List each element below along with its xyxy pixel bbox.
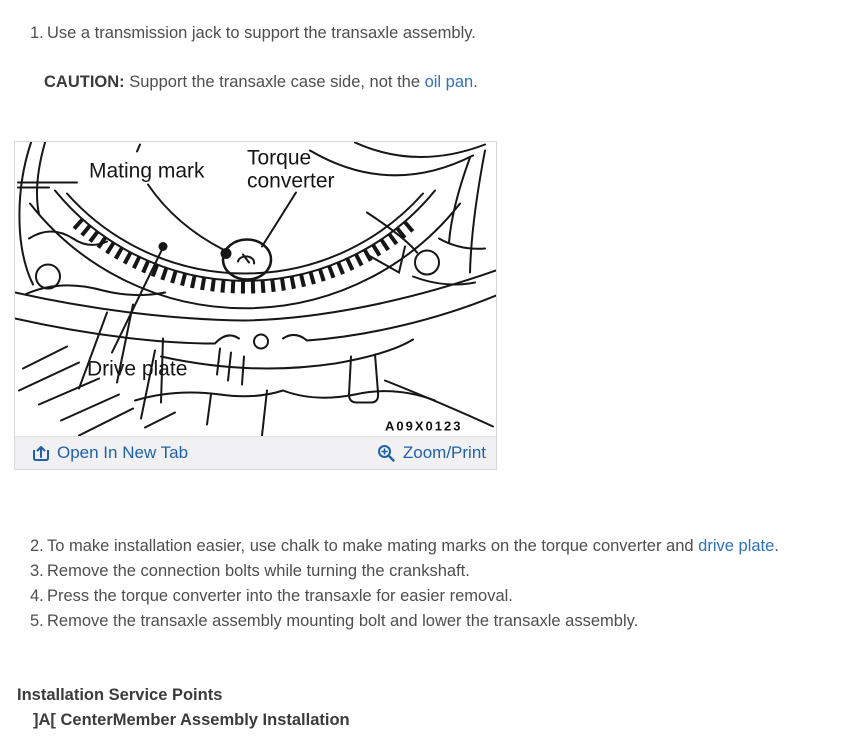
label-torque-converter-line2: converter bbox=[247, 169, 335, 193]
label-mating-mark: Mating mark bbox=[89, 159, 205, 183]
step-number: 5. bbox=[30, 612, 44, 630]
caution-note bbox=[44, 70, 478, 95]
zoom-print-button[interactable] bbox=[377, 443, 486, 463]
step-number: 3. bbox=[30, 562, 44, 580]
figure-toolbar bbox=[15, 436, 496, 469]
caution-text-end: . bbox=[473, 73, 478, 91]
step-4 bbox=[30, 584, 779, 609]
figure-code: A09X0123 bbox=[385, 418, 463, 434]
open-in-new-tab-label: Open In New Tab bbox=[57, 443, 189, 462]
drive-plate-link[interactable]: drive plate bbox=[698, 537, 775, 555]
caution-text: Support the transaxle case side, not the bbox=[124, 73, 425, 91]
open-in-new-tab-icon bbox=[32, 444, 50, 462]
steps-list bbox=[30, 534, 779, 634]
step-2 bbox=[30, 534, 779, 559]
step-text: Remove the connection bolts while turning the crankshaft. bbox=[47, 562, 470, 580]
step-text-end: . bbox=[774, 537, 779, 555]
step-text: Remove the transaxle assembly mounting bolt and lower the transaxle assembly. bbox=[47, 612, 639, 630]
step-5 bbox=[30, 609, 779, 634]
step-number: 4. bbox=[30, 587, 44, 605]
label-drive-plate: Drive plate bbox=[87, 357, 188, 381]
zoom-print-icon bbox=[377, 444, 396, 463]
step-text: To make installation easier, use chalk to make mating marks on the torque converter and bbox=[47, 537, 699, 555]
open-in-new-tab-button[interactable] bbox=[32, 443, 188, 463]
step-text: Use a transmission jack to support the transaxle assembly. bbox=[47, 24, 476, 42]
oil-pan-link[interactable]: oil pan bbox=[424, 73, 474, 91]
step-3 bbox=[30, 559, 779, 584]
figure-panel bbox=[14, 141, 497, 470]
zoom-print-label: Zoom/Print bbox=[402, 443, 486, 462]
subsection-heading: ]A[ CenterMember Assembly Installation bbox=[33, 711, 350, 729]
step-text: Press the torque converter into the transaxle for easier removal. bbox=[47, 587, 513, 605]
step-1 bbox=[30, 21, 476, 46]
step-number: 1. bbox=[30, 24, 44, 42]
figure-diagram bbox=[15, 142, 496, 436]
caution-label: CAUTION: bbox=[44, 73, 125, 91]
section-heading: Installation Service Points bbox=[17, 686, 223, 704]
label-torque-converter-line1: Torque bbox=[247, 146, 312, 170]
figure-image[interactable] bbox=[15, 142, 496, 436]
step-number: 2. bbox=[30, 537, 44, 555]
